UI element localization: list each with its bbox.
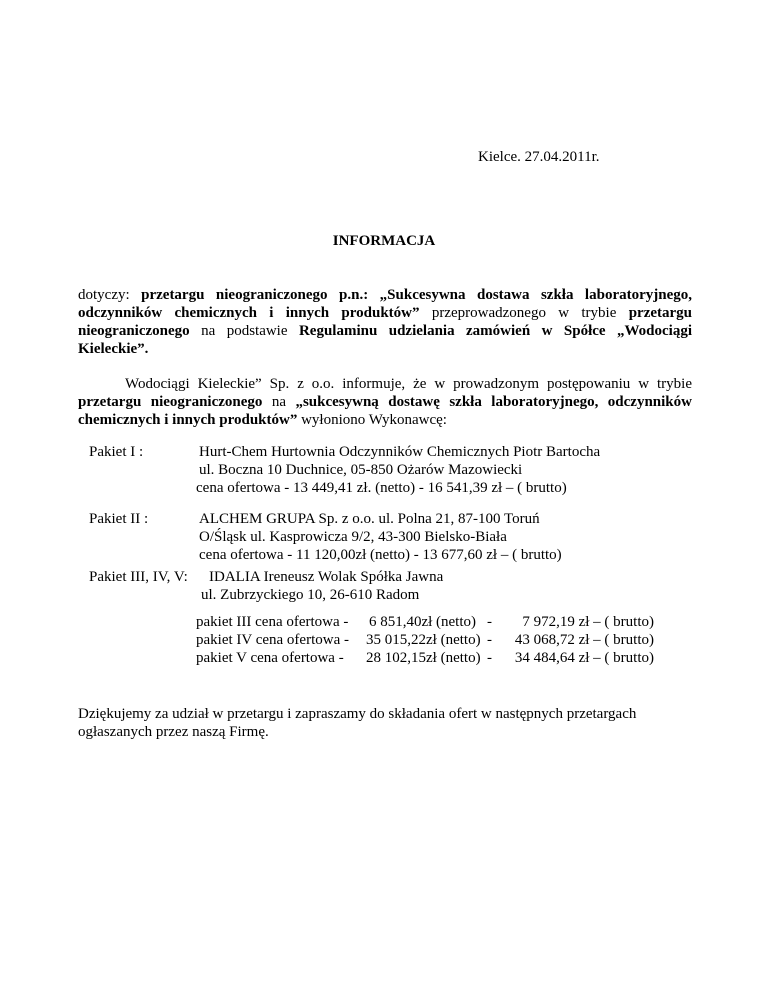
- tender-name: przetargu nieograniczonego p.n.: „Sukcesywna dostawa szkła laboratoryjnego, odczynników chemicznych i innych produktów”: [78, 287, 692, 321]
- package-2-label: Pakiet II :: [89, 511, 149, 527]
- price-row-separator: -: [487, 614, 492, 630]
- announcement-subject: „sukcesywną dostawę szkła laboratoryjnego, odczynników chemicznych i innych produktów”: [78, 394, 692, 428]
- price-row-name: pakiet V cena ofertowa -: [196, 650, 344, 666]
- regulation-name: Regulaminu udzielania zamówień w Spółce „Wodociągi Kieleckie”.: [78, 323, 692, 357]
- closing-paragraph: Dziękujemy za udział w przetargu i zapraszamy do składania ofert w następnych przetargach ogłaszanych przez naszą Firmę.: [78, 706, 637, 740]
- price-row-gross: 34 484,64 zł – ( brutto): [514, 650, 654, 666]
- tender-mode: przetargu nieograniczonego: [78, 305, 693, 339]
- price-row-separator: -: [487, 632, 492, 648]
- package-3-line-1: IDALIA Ireneusz Wolak Spółka Jawna: [209, 569, 444, 585]
- announcement-part2: na: [262, 394, 296, 410]
- package-2-line-2: O/Śląsk ul. Kasprowicza 9/2, 43-300 Bielsko-Biała: [199, 529, 507, 545]
- document-heading: INFORMACJA: [332, 233, 436, 249]
- document-date: Kielce. 27.04.2011r.: [478, 149, 600, 165]
- price-row-net: 35 015,22zł (netto): [366, 632, 481, 648]
- announcement-part3: wyłoniono Wykonawcę:: [297, 412, 447, 428]
- package-1-label: Pakiet I :: [89, 444, 144, 460]
- intro-paragraph: [78, 286, 692, 358]
- announcement-paragraph: [78, 375, 692, 429]
- price-row-net: 28 102,15zł (netto): [366, 650, 481, 666]
- intro-mid1: przeprowadzonego w trybie: [419, 305, 629, 321]
- intro-prefix: dotyczy:: [78, 287, 142, 303]
- price-row-separator: -: [487, 650, 492, 666]
- package-1-line-2: ul. Boczna 10 Duchnice, 05-850 Ożarów Mazowiecki: [199, 462, 523, 478]
- price-row-name: pakiet III cena ofertowa -: [196, 614, 349, 630]
- price-row-net: 6 851,40zł (netto): [368, 614, 476, 630]
- price-row-gross: 43 068,72 zł – ( brutto): [514, 632, 654, 648]
- package-2-line-1: ALCHEM GRUPA Sp. z o.o. ul. Polna 21, 87-100 Toruń: [199, 511, 540, 527]
- announcement-part1: Wodociągi Kieleckie” Sp. z o.o. informuje, że w prowadzonym postępowaniu w trybie: [125, 376, 692, 392]
- announcement-mode: przetargu nieograniczonego: [78, 394, 263, 410]
- intro-mid2: na podstawie: [189, 323, 299, 339]
- package-3-line-2: ul. Zubrzyckiego 10, 26-610 Radom: [201, 587, 420, 603]
- package-2-price: cena ofertowa - 11 120,00zł (netto) - 13 677,60 zł – ( brutto): [199, 547, 562, 563]
- package-1-line-1: Hurt-Chem Hurtownia Odczynników Chemicznych Piotr Bartocha: [199, 444, 601, 460]
- price-row-gross: 7 972,19 zł – ( brutto): [522, 614, 654, 630]
- price-row-name: pakiet IV cena ofertowa -: [196, 632, 349, 648]
- package-3-label: Pakiet III, IV, V:: [89, 569, 188, 585]
- package-1-price: cena ofertowa - 13 449,41 zł. (netto) - 16 541,39 zł – ( brutto): [196, 480, 567, 496]
